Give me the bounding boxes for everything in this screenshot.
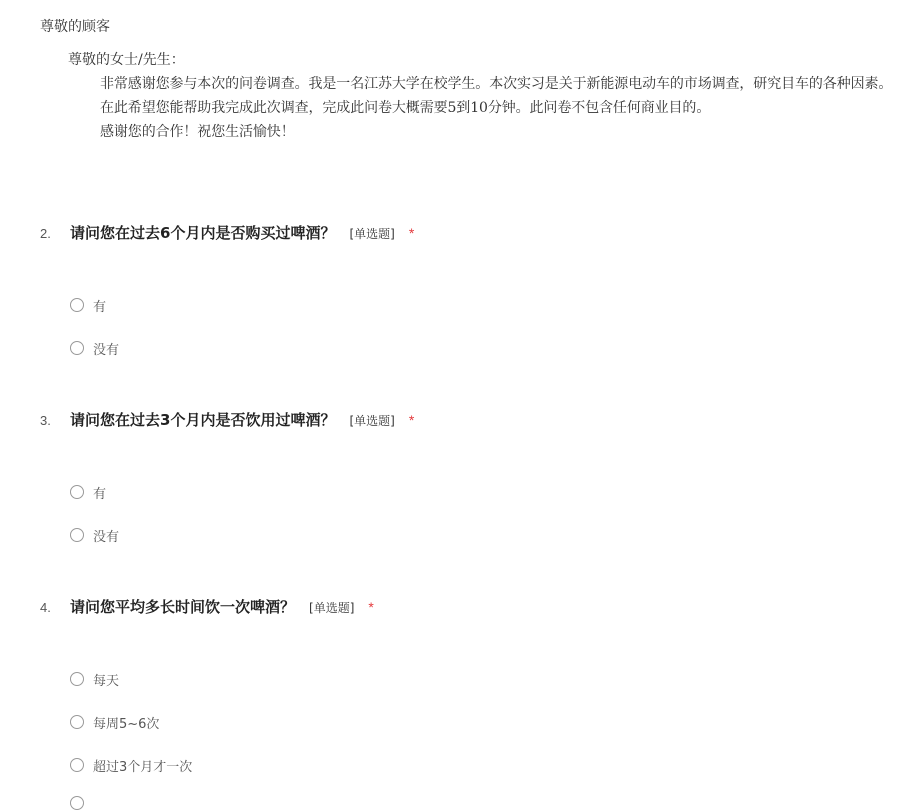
question-2	[40, 222, 880, 358]
option-weekly-5-6[interactable]	[70, 701, 192, 744]
question-4	[40, 596, 880, 775]
required-asterisk: *	[408, 225, 415, 241]
question-type-tag: [单选题]	[349, 227, 395, 241]
radio-button[interactable]	[70, 715, 84, 729]
intro-salutation: 尊敬的女士/先生：	[68, 52, 185, 68]
radio-button[interactable]	[70, 528, 84, 542]
radio-button[interactable]	[70, 758, 84, 772]
option-meiyou[interactable]	[70, 327, 119, 370]
option-you[interactable]	[70, 471, 119, 514]
question-title-row	[40, 222, 880, 246]
section-heading: 尊敬的顾客	[40, 19, 110, 35]
question-number: 3.	[40, 413, 51, 428]
question-title-row	[40, 409, 880, 433]
option-label: 有	[93, 487, 107, 502]
required-asterisk: *	[368, 599, 374, 615]
question-type-tag: [单选题]	[309, 601, 355, 615]
options-list	[70, 471, 119, 557]
radio-button[interactable]	[70, 672, 84, 686]
question-3	[40, 409, 880, 545]
question-type-tag: [单选题]	[349, 414, 395, 428]
options-list	[70, 658, 192, 787]
option-label: 有	[93, 300, 107, 315]
radio-button[interactable]	[70, 341, 84, 355]
option-label: 每周5~6次	[93, 717, 160, 732]
option-over-3-months[interactable]	[70, 744, 192, 787]
options-list	[70, 284, 119, 370]
option-label: 每天	[93, 674, 120, 689]
radio-button[interactable]	[70, 796, 84, 810]
required-asterisk: *	[408, 412, 415, 428]
question-text: 请问您在过去6个月内是否购买过啤酒？	[70, 224, 336, 242]
question-text: 请问您在过去3个月内是否饮用过啤酒？	[70, 411, 336, 429]
option-label: 没有	[93, 530, 120, 545]
intro-paragraph: 感谢您的合作！祝您生活愉快！	[100, 124, 295, 140]
option-label: 超过3个月才一次	[93, 760, 193, 775]
radio-button[interactable]	[70, 485, 84, 499]
option-everyday[interactable]	[70, 658, 192, 701]
intro-paragraph: 在此希望您能帮助我完成此次调查，完成此问卷大概需要5到10分钟。此问卷不包含任何商业目的。	[100, 100, 711, 116]
question-text: 请问您平均多长时间饮一次啤酒？	[70, 598, 296, 616]
question-number: 4.	[40, 600, 51, 615]
question-title-row	[40, 596, 880, 620]
intro-text	[40, 48, 900, 144]
intro-paragraph: 非常感谢您参与本次的问卷调查。我是一名江苏大学在校学生。本次实习是关于新能源电动车的市场调查，研究目车的各种因素。	[100, 76, 893, 92]
radio-button[interactable]	[70, 298, 84, 312]
option-meiyou[interactable]	[70, 514, 119, 557]
option-label: 没有	[93, 343, 120, 358]
option-you[interactable]	[70, 284, 119, 327]
question-number: 2.	[40, 226, 51, 241]
